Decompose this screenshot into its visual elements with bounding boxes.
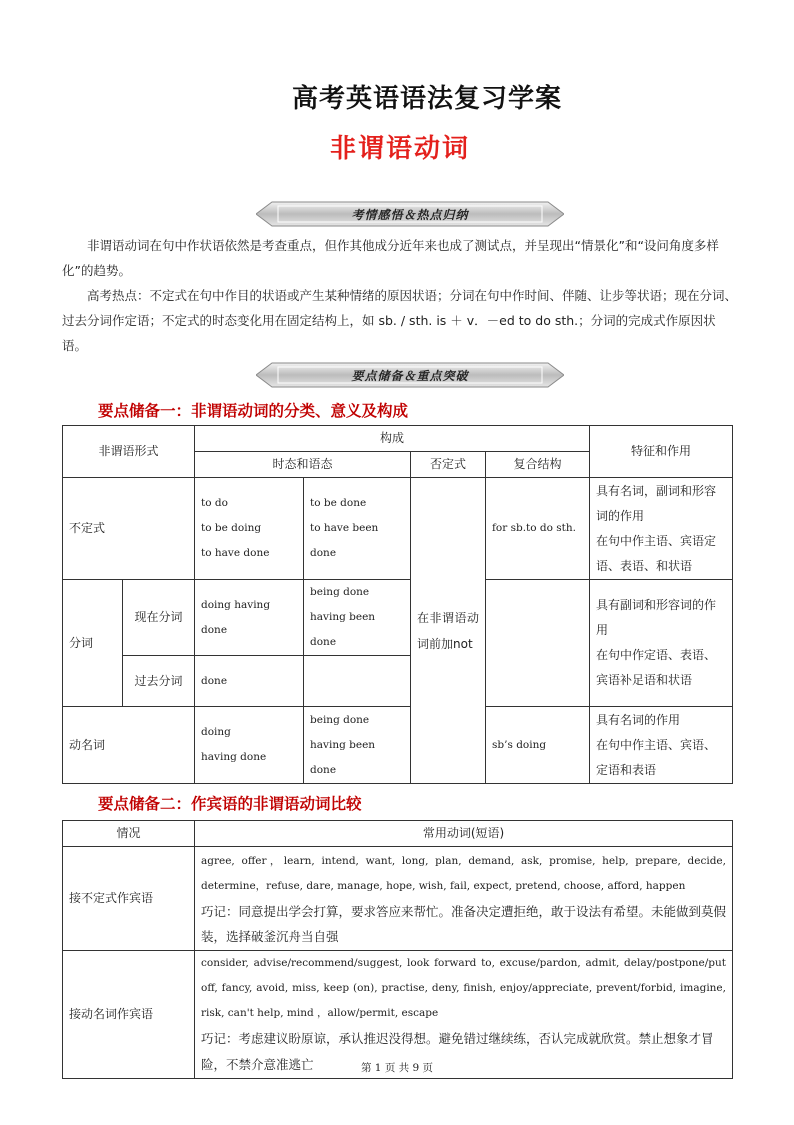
form-text: to have done xyxy=(201,547,270,559)
gerund-active-forms xyxy=(195,707,304,784)
page-title: 高考英语语法复习学案 xyxy=(291,84,562,114)
past-participle-passive-empty xyxy=(304,656,411,707)
participle-feature: 具有副词和形容词的作用 在句中作定语、表语、宾语补足语和状语 xyxy=(590,580,733,707)
row-participle-label: 分词 xyxy=(63,580,123,707)
form-text: having been done xyxy=(310,738,376,776)
gerund-compound: sb’s doing xyxy=(486,707,590,784)
header-feature: 特征和作用 xyxy=(590,426,733,478)
section-1-title: 要点储备一：非谓语动词的分类、意义及构成 xyxy=(98,402,409,420)
header-tense-voice: 时态和语态 xyxy=(195,452,411,478)
memory-tip: 巧记：考虑建议盼原谅，承认推迟没得想。避免错过继续练，否认完成就欣赏。禁止想象才冒险，不禁介意准逃亡 xyxy=(201,1031,714,1072)
section-2-title: 要点储备二：作宾语的非谓语动词比较 xyxy=(98,795,362,813)
page-footer: 第 1 页 共 9 页 xyxy=(360,1062,434,1074)
form-text: to have been done xyxy=(310,522,379,559)
past-participle-active: done xyxy=(195,656,304,707)
object-verbs-table xyxy=(62,820,733,1079)
row-infinitive-object-label: 接不定式作宾语 xyxy=(63,847,195,951)
form-text: having done xyxy=(201,751,267,763)
row-gerund-object-label: 接动名词作宾语 xyxy=(63,951,195,1079)
nonfinite-forms-table xyxy=(62,425,733,784)
header-negative: 否定式 xyxy=(411,452,486,478)
form-text: doing xyxy=(201,726,231,738)
section-banner-2 xyxy=(256,362,564,388)
infinitive-passive-forms xyxy=(304,478,411,580)
banner-label: 要点储备＆重点突破 xyxy=(351,369,469,383)
form-text: having been done xyxy=(310,611,376,648)
present-participle-passive xyxy=(304,580,411,656)
header-verbs: 常用动词(短语) xyxy=(195,821,733,847)
row-infinitive-label: 不定式 xyxy=(63,478,195,580)
form-text: to be done xyxy=(310,497,367,509)
header-form: 非谓语形式 xyxy=(63,426,195,478)
intro-paragraph-2: 高考热点：不定式在句中作目的状语或产生某种情绪的原因状语；分词在句中作时间、伴随、让步等状语；现在分词、过去分词作定语；不定式的时态变化用在固定结构上，如 sb. / sth. is ＋ v．－ed to do sth.；分词的完成式作原因状语。 xyxy=(62,288,738,353)
gerund-passive-forms xyxy=(304,707,411,784)
row-gerund-label: 动名词 xyxy=(63,707,195,784)
infinitive-feature: 具有名词，副词和形容词的作用 在句中作主语、宾语定语、表语、和状语 xyxy=(590,478,733,580)
form-text: being done xyxy=(310,586,370,598)
present-participle-active: doing having done xyxy=(195,580,304,656)
past-participle-label: 过去分词 xyxy=(123,656,195,707)
form-text: being done xyxy=(310,713,370,726)
present-participle-label: 现在分词 xyxy=(123,580,195,656)
verb-list: consider, advise/recommend/suggest, look forward to, excuse/pardon, admit, delay/postpone/put off, fancy, avoid, miss, keep (on), practise, deny, finish, enjoy/appreciate, prevent/forbid, imagine, risk, can't help, mind ，allow/permit, escape xyxy=(201,957,726,1019)
infinitive-object-cell xyxy=(195,847,733,951)
participle-compound-empty xyxy=(486,580,590,707)
form-text: to be doing xyxy=(201,522,262,534)
negative-form-cell: 在非谓语动词前加not xyxy=(411,478,486,784)
header-case: 情况 xyxy=(63,821,195,847)
banner-label: 考情感悟＆热点归纳 xyxy=(351,208,469,222)
section-banner-1 xyxy=(256,201,564,227)
header-compound: 复合结构 xyxy=(486,452,590,478)
infinitive-compound: for sb.to do sth. xyxy=(486,478,590,580)
infinitive-active-forms xyxy=(195,478,304,580)
header-compose: 构成 xyxy=(195,426,590,452)
memory-tip: 巧记：同意提出学会打算，要求答应来帮忙。准备决定遭拒绝，敢于设法有希望。未能做到莫假装，选择破釜沉舟当自强 xyxy=(201,903,727,944)
gerund-feature: 具有名词的作用 在句中作主语、宾语、定语和表语 xyxy=(590,707,733,784)
verb-list: agree, offer，learn, intend, want, long, plan, demand, ask, promise, help, prepare, decide, determine，refuse, dare, manage, hope, wish, fail, expect, pretend, choose, afford, happen xyxy=(201,854,726,892)
page-subtitle: 非谓语动词 xyxy=(329,134,470,164)
intro-paragraph-1: 非谓语动词在句中作状语依然是考查重点，但作其他成分近年来也成了测试点，并呈现出“情景化”和“设问角度多样化”的趋势。 xyxy=(62,238,719,278)
form-text: to do xyxy=(201,497,228,509)
